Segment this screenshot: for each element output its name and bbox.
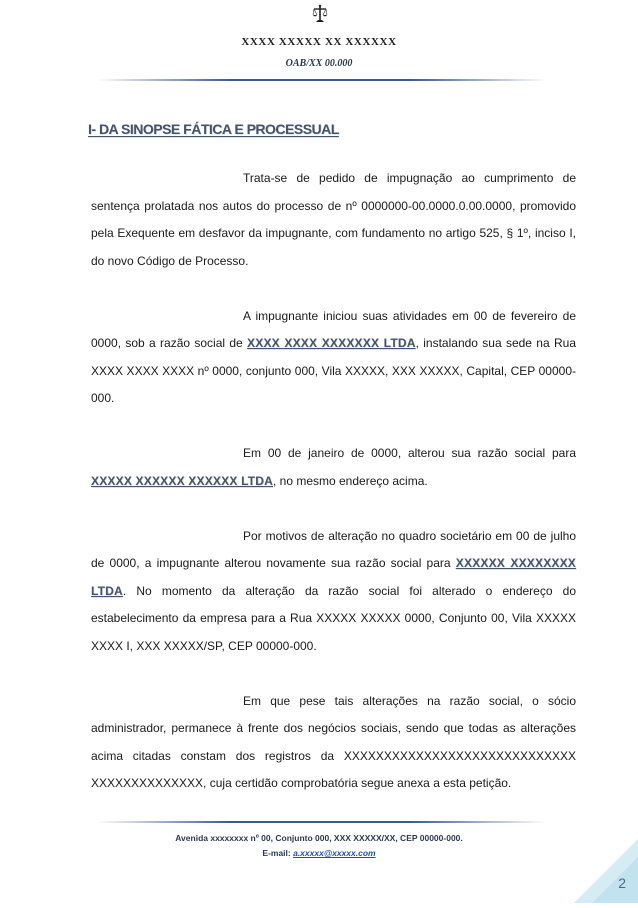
section-title: I- DA SINOPSE FÁTICA E PROCESSUAL [88,121,339,137]
scales-of-justice-icon [311,4,329,24]
company-name-3: XXXXXX XXXXXXXX LTDA [91,556,577,598]
paragraph-3 [91,440,576,495]
page-corner-decoration [574,839,638,903]
paragraph-3-text-after: , no mesmo endereço acima. [272,473,428,488]
footer-email-row [0,848,638,858]
paragraph-1 [91,165,576,275]
paragraph-2-text-after: , instalando sua sede na Rua XXXX XXXX XXXX nº 0000, conjunto 000, Vila XXXXX, XXX XXXXX, Capital, CEP 00000-000. [91,336,576,405]
paragraph-2 [91,303,576,413]
footer-email-label: E-mail: [262,848,294,858]
company-name-1: XXXX XXXX XXXXXXX LTDA [247,336,416,350]
footer-divider [96,821,546,823]
page-number: 2 [618,875,626,891]
header-divider [96,79,546,81]
paragraph-2-text-before: A impugnante iniciou suas atividades em 00 de fevereiro de 0000, sob a razão social de [91,308,576,350]
paragraph-1-text: Trata-se de pedido de impugnação ao cumprimento de sentença prolatada nos autos do processo de nº 0000000-00.0000.0.00.0000, promovido pela Exequente em desfavor da impugnante, com fundamento no artigo 525, § 1º, inciso I, do novo Código de Processo. [91,171,576,268]
paragraph-5 [91,688,576,798]
header-attorney-name: XXXX XXXXX XX XXXXXX [241,36,397,48]
paragraph-3-text-before: Em 00 de janeiro de 0000, alterou sua razão social para [243,446,576,460]
footer-address: Avenida xxxxxxxx nº 00, Conjunto 000, XXX XXXXX/XX, CEP 00000-000. [175,833,463,843]
paragraph-4-text-after: . No momento da alteração da razão social foi alterado o endereço do estabelecimento da empresa para a Rua XXXXX XXXXX 0000, Conjunto 00, Vila XXXXX XXXX I, XXX XXXXX/SP, CEP 00000-000. [91,583,576,653]
footer-email-link[interactable]: a.xxxxx@xxxxx.com [293,848,376,858]
document-body [91,165,576,825]
paragraph-4 [91,523,576,661]
company-name-2: XXXXX XXXXXX XXXXXX LTDA [91,473,273,488]
header-oab-number: OAB/XX 00.000 [285,58,353,69]
paragraph-4-text-before: Por motivos de alteração no quadro societário em 00 de julho de 0000, a impugnante alterou novamente sua razão social para [91,528,576,570]
paragraph-5-text: Em que pese tais alterações na razão social, o sócio administrador, permanece à frente dos negócios sociais, sendo que todas as alterações acima citadas constam dos registros da XXXXXXXXXXXXXXXXXXXXXXXXXXXXX XXXXXXXXXXXXXX, cuja certidão comprobatória segue anexa a esta petição. [91,693,576,790]
